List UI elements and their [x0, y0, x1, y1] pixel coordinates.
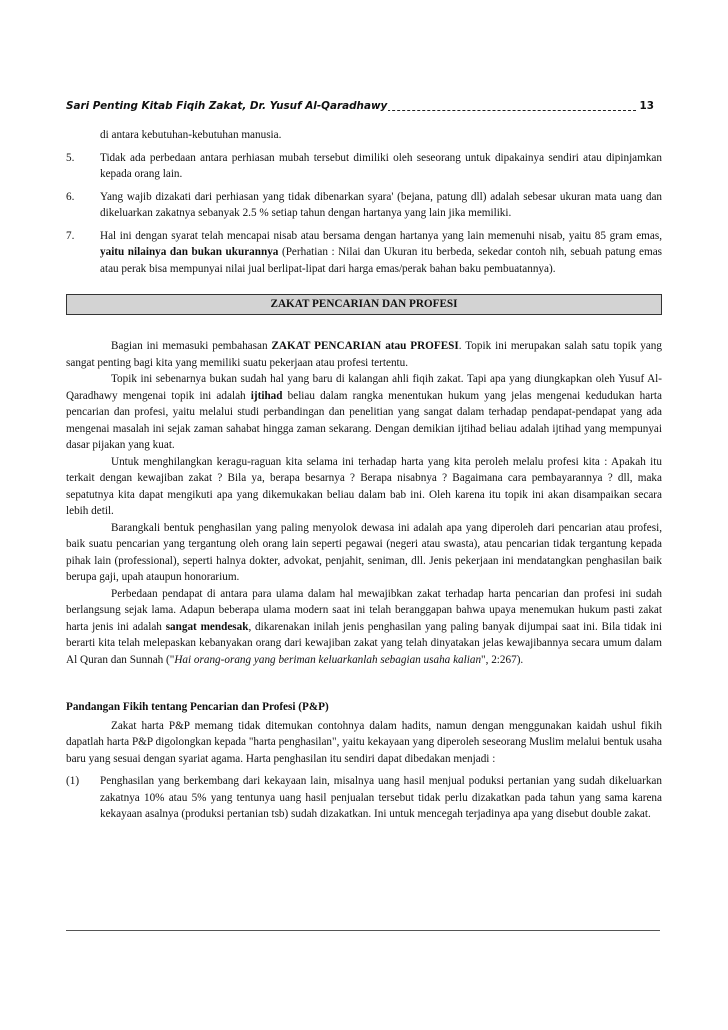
- list-item: [66, 150, 662, 183]
- bold-phrase: yaitu nilainya dan bukan ukurannya: [100, 246, 279, 258]
- list-item-text: Yang wajib dizakati dari perhiasan yang tidak dibenarkan syara' (bejana, patung dll) adalah sebesar ukuran mata uang dan dikeluarkan zakatnya sebanyak 2.5 % setiap tahun dengan hartanya yang lain jika memiliki.: [100, 190, 662, 219]
- quran-quote: Hai orang-orang yang beriman keluarkanlah sebagian usaha kalian: [174, 653, 482, 666]
- list-item: [66, 228, 662, 278]
- list-item-number: (1): [66, 775, 80, 787]
- page-number: 13: [637, 98, 654, 114]
- list-item-text: Penghasilan yang berkembang dari kekayaan lain, misalnya uang hasil menjual poduksi pertanian yang sudah dikeluarkan zakatnya 10% atau 5% yang tentunya uang hasil penjualan tersebut tidak perlu dizakatkan pada tahun yang sama karena kekayaan asalnya (produksi pertanian tsb) sudah dizakatkan. Ini untuk mencegah terjadinya apa yang disebut double zakat.: [100, 775, 662, 820]
- paragraph: Untuk menghilangkan keragu-raguan kita selama ini terhadap harta yang kita peroleh melalu profesi kita : Apakah itu terkait dengan kewajiban zakat ? Bila ya, berapa besarnya ? Berapa nisabnya ? Bagaimana cara pembayarannya ? dll, maka sepatutnya kita dapat mengikuti apa yang dikemukakan beliau dalam bab ini. Oleh karena itu topik ini akan disampaikan secara lebih detil.: [66, 455, 662, 517]
- paragraph: Perbedaan pendapat di antara para ulama dalam hal mewajibkan zakat terhadap harta pencarian dan profesi ini sudah berlangsung sejak lama. Adapun beberapa ulama modern saat ini telah beranggapan bahwa upaya menemukan hukum pasti zakat harta jenis ini adalah sangat mendesak, dikarenakan inilah jenis penghasilan yang paling banyak dijumpai saat ini. Bila tidak ini berarti kita telah melepaskan kebanyakan orang dari kewajiban zakat yang telah dinyatakan jelas kewajibannya secara umum dalam Al Quran dan Sunnah ("Hai orang-orang yang beriman keluarkanlah sebagian usaha kalian", 2:267).: [66, 587, 662, 666]
- subsection-title: Pandangan Fikih tentang Pencarian dan Profesi (P&P): [66, 701, 329, 713]
- list-item-number: 6.: [66, 190, 75, 203]
- header-title: Sari Penting Kitab Fiqih Zakat, Dr. Yusuf Al-Qaradhawy: [66, 98, 388, 114]
- paragraph: Bagian ini memasuki pembahasan ZAKAT PENCARIAN atau PROFESI. Topik ini merupakan salah satu topik yang sangat penting bagi kita yang memiliki suatu pekerjaan atau profesi tertentu.: [66, 340, 662, 369]
- bold-phrase: sangat mendesak: [165, 620, 249, 633]
- paragraph: Topik ini sebenarnya bukan sudah hal yang baru di kalangan ahli fiqih zakat. Tapi apa yang diungkapkan oleh Yusuf Al-Qaradhawy mengenai topik ini adalah ijtihad beliau dalam rangka menentukan hukum yang jelas mengenai kedudukan harta pencarian dan profesi, yaitu melalui studi perbandingan dan penelitian yang sangat dalam terhadap pendapat-pendapat yang ada mengenai masalah ini sejak zaman sahabat hingga zaman sekarang. Dengan demikian ijtihad beliau adalah ijtihad yang mempunyai dasar pijakan yang kuat.: [66, 373, 662, 451]
- paragraph: Zakat harta P&P memang tidak ditemukan contohnya dalam hadits, namun dengan menggunakan kaidah ushul fikih dapatlah harta P&P digolongkan kepada "harta penghasilan", yaitu kekayaan yang diperoleh seseorang Muslim melalui bentuk usaha baru yang sesuai dengan syariat agama. Harta penghasilan itu sendiri dapat dibedakan menjadi :: [66, 719, 662, 765]
- section-heading-box: [66, 294, 662, 315]
- page-content: [66, 127, 662, 829]
- running-header: [66, 98, 662, 114]
- footer-rule: [66, 930, 660, 931]
- section-title: ZAKAT PENCARIAN DAN PROFESI: [270, 298, 458, 310]
- list-item: [66, 773, 662, 823]
- list-continuation: di antara kebutuhan-kebutuhan manusia.: [100, 129, 282, 141]
- list-item-number: 7.: [66, 229, 75, 242]
- bold-phrase: ijtihad: [250, 389, 283, 402]
- list-item-number: 5.: [66, 151, 75, 164]
- list-item: [66, 189, 662, 222]
- list-item-text: Hal ini dengan syarat telah mencapai nisab atau bersama dengan hartanya yang lain memenuhi nisab, yaitu 85 gram emas, yaitu nilainya dan bukan ukurannya (Perhatian : Nilai dan Ukuran itu berbeda, sekedar contoh nih, sebuah patung emas atau perak bisa mempunyai nilai jual berlipat-lipat dari harga emas/perak bahan baku pembuatannya).: [100, 229, 663, 275]
- list-item-text: Tidak ada perbedaan antara perhiasan mubah tersebut dimiliki oleh seseorang untuk dipakainya sendiri atau dipinjamkan kepada orang lain.: [100, 151, 662, 180]
- bold-phrase: ZAKAT PENCARIAN atau PROFESI: [271, 340, 459, 352]
- paragraph: Barangkali bentuk penghasilan yang paling menyolok dewasa ini adalah apa yang diperoleh dari pencarian atau profesi, baik suatu pencarian yang tergantung oleh orang lain seperti pegawai (negeri atau swasta), atau pencarian tidak tergantung kepada pihak lain (professional), seperti halnya dokter, advokat, penjahit, seniman, dll. Jenis pekerjaan ini mendatangkan penghasilan baik berupa gaji, upah ataupun honorarium.: [66, 521, 662, 583]
